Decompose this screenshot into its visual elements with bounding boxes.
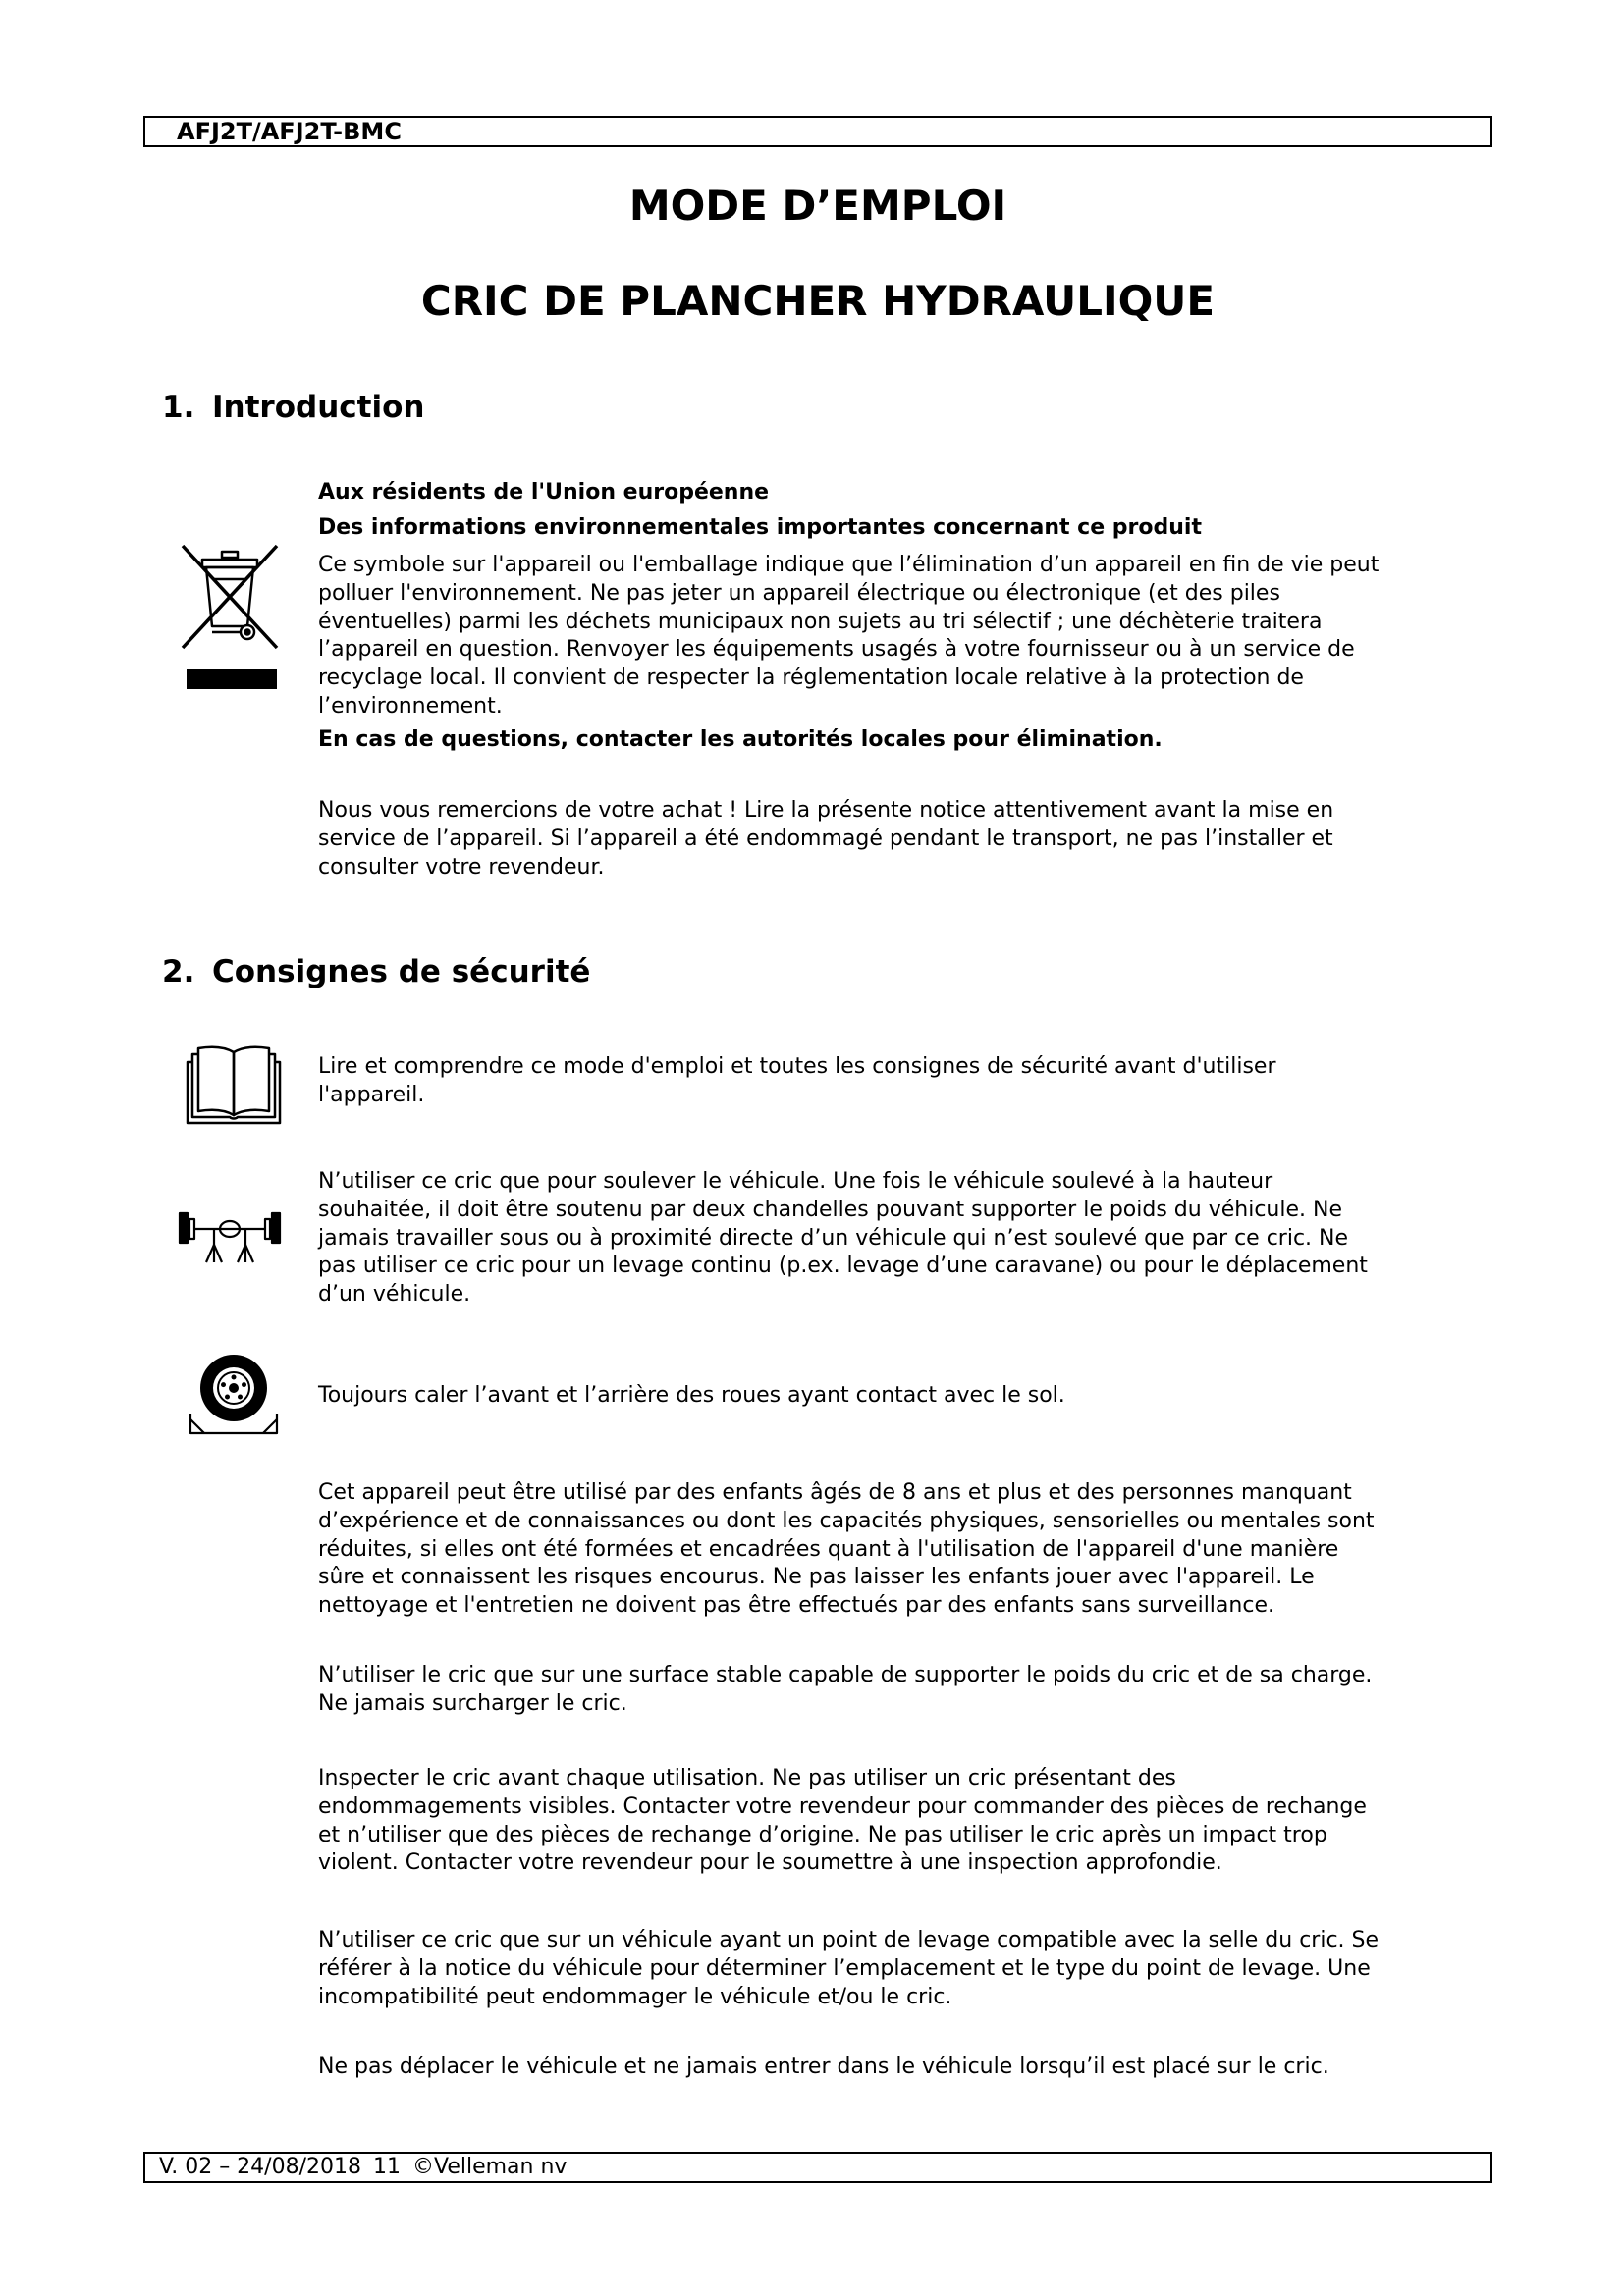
weee-notice	[318, 479, 769, 507]
version-date: V. 02 – 24/08/2018	[159, 2155, 361, 2179]
safety-jack-stands	[318, 1168, 1368, 1309]
text-line: l’environnement.	[318, 693, 503, 719]
text-line: Toujours caler l’avant et l’arrière des roues ayant contact avec le sol.	[318, 1383, 1065, 1408]
text-line: recyclage local. Il convient de respecter la réglementation locale relative à la protection de	[318, 666, 1304, 691]
safety-inspection	[318, 1765, 1367, 1878]
text-line: réduites, si elles ont été formées et encadrées quant à l'utilisation de l'appareil d'une manière	[318, 1536, 1339, 1562]
header-box	[143, 116, 1492, 147]
text-line: éventuelles) parmi les déchets municipaux non sujets au tri sélectif ; une déchèterie traitera	[318, 609, 1323, 634]
text-line: N’utiliser ce cric que pour soulever le véhicule. Une fois le véhicule soulevé à la hauteur	[318, 1169, 1273, 1194]
text-line: Inspecter le cric avant chaque utilisation. Ne pas utiliser un cric présentant des	[318, 1766, 1176, 1790]
text-line: souhaitée, il doit être soutenu par deux chandelles pouvant supporter le poids du véhicule. Ne	[318, 1197, 1342, 1222]
text-line: Lire et comprendre ce mode d'emploi et toutes les consignes de sécurité avant d'utiliser	[318, 1054, 1276, 1079]
text-line: référer à la notice du véhicule pour déterminer l’emplacement et le type du point de levage. Une	[318, 1955, 1371, 1981]
text-line: service de l’appareil. Si l’appareil a été endommagé pendant le transport, ne pas l’installer et	[318, 826, 1333, 851]
weee-closing	[318, 726, 1163, 755]
section-number: 1.	[162, 390, 195, 425]
weee-body	[318, 552, 1379, 721]
text-line: l’appareil en question. Renvoyer les équipements usagés à votre fournisseur ou à un service de	[318, 637, 1355, 663]
text-line: et n’utiliser que des pièces de rechange d’origine. Ne pas utiliser le cric après un impact trop	[318, 1822, 1327, 1847]
text-line: Ce symbole sur l'appareil ou l'emballage indique que l’élimination d’un appareil en fin de vie peut	[318, 553, 1380, 577]
text-line: Cet appareil peut être utilisé par des enfants âgés de 8 ans et plus et des personnes manquant	[318, 1480, 1352, 1505]
safety-children	[318, 1479, 1375, 1621]
section-heading-introduction: Introduction	[212, 390, 425, 425]
text-line: jamais travailler sous ou à proximité directe d’un véhicule qui n’est soulevé que par ce cric. Ne	[318, 1225, 1349, 1251]
weee-title-residents: Aux résidents de l'Union européenne	[318, 480, 770, 505]
text-line: consulter votre revendeur.	[318, 854, 605, 880]
footer-text	[159, 2154, 578, 2181]
text-line: N’utiliser ce cric que sur un véhicule ayant un point de levage compatible avec la selle du cric. Se	[318, 1928, 1380, 1952]
text-line: d’un véhicule.	[318, 1282, 471, 1308]
safety-read-manual	[318, 1053, 1276, 1110]
weee-notice-subtitle	[318, 514, 1202, 543]
wheel-chock-icon	[185, 1351, 283, 1437]
page-number: 11	[372, 2155, 401, 2179]
text-line: l'appareil.	[318, 1082, 425, 1107]
text-line: En cas de questions, contacter les autorités locales pour élimination.	[318, 727, 1163, 752]
jack-stands-icon	[177, 1205, 283, 1268]
text-line: endommagements visibles. Contacter votre revendeur pour commander des pièces de rechange	[318, 1793, 1367, 1819]
text-line: Nous vous remercions de votre achat ! Lire la présente notice attentivement avant la mise en	[318, 798, 1334, 823]
footer-box	[143, 2152, 1492, 2183]
model-number: AFJ2T/AFJ2T-BMC	[177, 118, 402, 145]
text-line: sûre et connaissent les risques encourus. Ne pas laisser les enfants jouer avec l'appareil. Le	[318, 1565, 1315, 1590]
text-line: polluer l'environnement. Ne pas jeter un appareil électrique ou électronique (et des piles	[318, 580, 1280, 606]
weee-crossed-bin-icon	[175, 538, 285, 691]
read-manual-icon	[185, 1039, 283, 1125]
thanks-paragraph	[318, 797, 1333, 881]
safety-stable-surface	[318, 1662, 1372, 1719]
copyright: ©Velleman nv	[411, 2155, 568, 2179]
text-line: Ne pas déplacer le véhicule et ne jamais entrer dans le véhicule lorsqu’il est placé sur le cric.	[318, 2055, 1329, 2079]
document-title: MODE D’EMPLOI	[628, 182, 1007, 230]
safety-no-entry	[318, 2054, 1329, 2082]
safety-wheel-chocks	[318, 1382, 1065, 1411]
section-number: 2.	[162, 954, 195, 989]
text-line: pas utiliser ce cric pour un levage continu (p.ex. levage d’une caravane) ou pour le déplacement	[318, 1254, 1368, 1279]
safety-lifting-point	[318, 1927, 1379, 2011]
weee-title-information: Des informations environnementales importantes concernant ce produit	[318, 515, 1202, 540]
text-line: d’expérience et de connaissances ou dont les capacités physiques, sensorielles ou mentales sont	[318, 1508, 1375, 1533]
section-heading-safety: Consignes de sécurité	[212, 954, 591, 989]
text-line: N’utiliser le cric que sur une surface stable capable de supporter le poids du cric et de sa charge.	[318, 1663, 1373, 1687]
text-line: nettoyage et l'entretien ne doivent pas être effectués par des enfants sans surveillance.	[318, 1593, 1274, 1619]
product-title: CRIC DE PLANCHER HYDRAULIQUE	[420, 277, 1216, 325]
text-line: Ne jamais surcharger le cric.	[318, 1690, 627, 1716]
text-line: violent. Contacter votre revendeur pour le soumettre à une inspection approfondie.	[318, 1850, 1222, 1876]
text-line: incompatibilité peut endommager le véhicule et/ou le cric.	[318, 1984, 952, 2009]
